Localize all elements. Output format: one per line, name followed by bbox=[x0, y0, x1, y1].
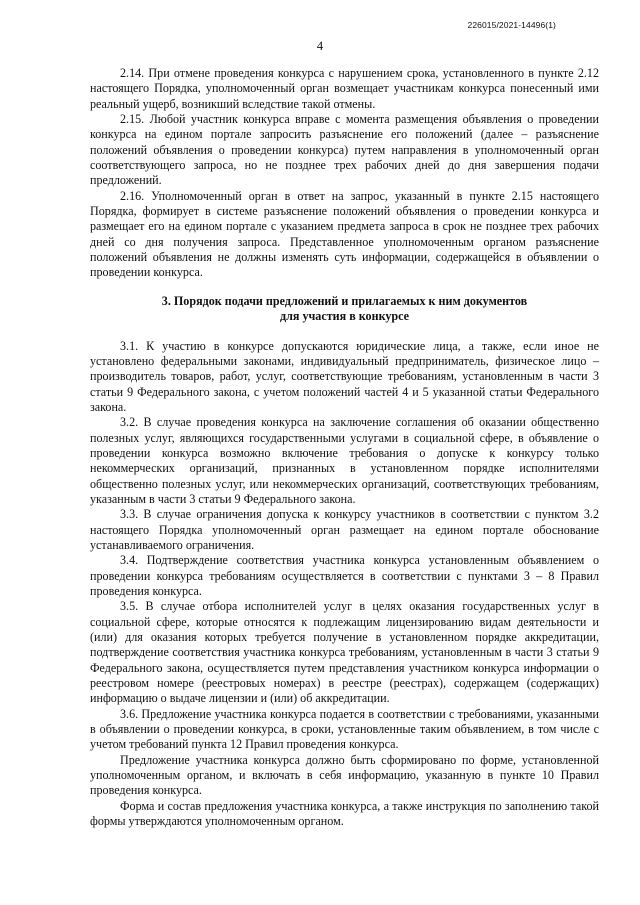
document-body bbox=[90, 66, 599, 830]
paragraph-2-15: 2.15. Любой участник конкурса вправе с момента размещения объявления о проведении конкурса на едином портале запросить разъяснение его положений (далее – разъяснение положений объявления о проведении конкурса) путем направления в уполномоченный орган соответствующего запроса, но не позднее трех рабочих дней до дня завершения подачи предложений. bbox=[90, 112, 599, 188]
paragraph-3-3: 3.3. В случае ограничения допуска к конкурсу участников в соответствии с пунктом 3.2 настоящего Порядка уполномоченный орган размещает на едином портале обоснование устанавливаемого ограничения. bbox=[90, 507, 599, 552]
page-number: 4 bbox=[316, 39, 324, 53]
paragraph-2-14: 2.14. При отмене проведения конкурса с нарушением срока, установленного в пункте 2.12 настоящего Порядка, уполномоченный орган возмещает участникам конкурса понесенный ими реальный ущерб, возникший вследствие такой отмены. bbox=[90, 66, 599, 111]
section-title-line-2: для участия в конкурсе bbox=[279, 309, 410, 324]
paragraph-3-4: 3.4. Подтверждение соответствия участника конкурса установленным объявлением о проведении конкурса требованиям осуществляется в соответствии с пунктами 3 – 8 Правил проведения конкурса. bbox=[90, 553, 599, 598]
paragraph-3-1: 3.1. К участию в конкурсе допускаются юридические лица, а также, если иное не установлено федеральными законами, индивидуальный предприниматель, физическое лицо – производитель товаров, работ, услуг, соответствующие требованиям, установленным в части 3 статьи 9 Федерального закона, с учетом положений частей 4 и 5 указанной статьи Федерального закона. bbox=[90, 338, 599, 414]
paragraph-3-2: 3.2. В случае проведения конкурса на заключение соглашения об оказании общественно полезных услуг, являющихся государственными услугами в социальной сфере, в объявление о проведении конкурса возможно включение требования о допуске к конкурсу только некоммерческих организаций, признанных в установленном порядке исполнителями общественно полезных услуг, или некоммерческих организаций, соответствующих требованиям, указанным в части 3 статьи 9 Федерального закона. bbox=[90, 415, 599, 506]
section-title-line-1: 3. Порядок подачи предложений и прилагаемых к ним документов bbox=[161, 293, 528, 308]
paragraph-3-6-proposal-form: Предложение участника конкурса должно быть сформировано по форме, установленной уполномоченным органом, и включать в себя информацию, указанную в пункте 10 Правил проведения конкурса. bbox=[90, 752, 599, 798]
paragraph-3-6-form-approval: Форма и состав предложения участника конкурса, а также инструкция по заполнению такой формы утверждаются уполномоченным органом. bbox=[90, 798, 599, 829]
paragraph-3-5: 3.5. В случае отбора исполнителей услуг в целях оказания государственных услуг в социальной сфере, которые относятся к подлежащим лицензированию видам деятельности и (или) для оказания которых требуется получение в установленном порядке аккредитации, подтверждение соответствия участника конкурса требованиям, установленным в части 3 статьи 9 Федерального закона, осуществляется путем представления участником конкурса информации о реестровом номере (реестровых номерах) в реестре (реестрах), содержащем (содержащих) информацию о выдаче лицензии и (или) об аккредитации. bbox=[90, 599, 599, 706]
section-heading bbox=[90, 294, 599, 325]
paragraph-3-6: 3.6. Предложение участника конкурса подается в соответствии с требованиями, указанными в объявлении о проведении конкурса, в сроки, установленные таким объявлением, в том числе с учетом требований пункта 12 Правил проведения конкурса. bbox=[90, 706, 599, 752]
paragraph-2-16: 2.16. Уполномоченный орган в ответ на запрос, указанный в пункте 2.15 настоящего Порядка, формирует в системе разъяснение положений объявления о проведении конкурса и размещает его на едином портале с указанием предмета запроса в срок не позднее трех рабочих дней со дня получения запроса. Представленное уполномоченным органом разъяснение положений объявления не должны изменять суть информации, содержащейся в объявлении о проведении конкурса. bbox=[90, 188, 599, 280]
document-id: 226015/2021-14496(1) bbox=[467, 20, 556, 30]
